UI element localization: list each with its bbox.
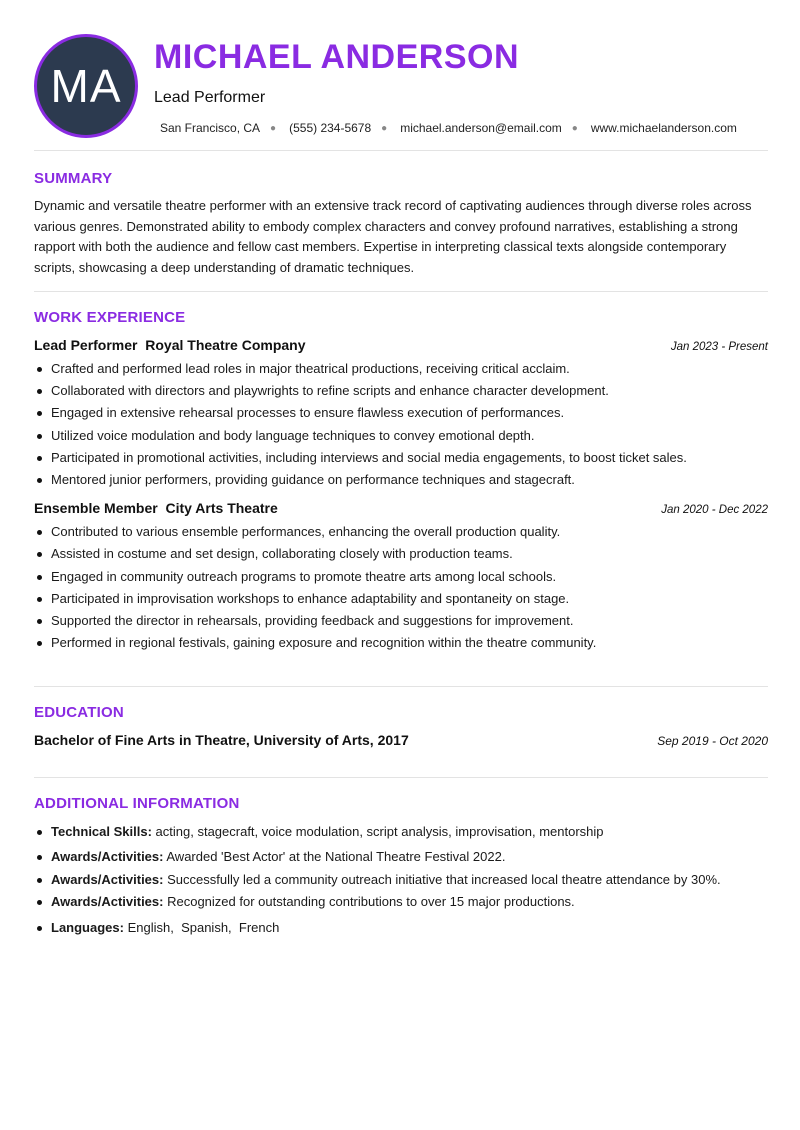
list-item: Participated in improvisation workshops to enhance adaptability and spontaneity on stage. [34, 588, 768, 610]
separator-dot: ● [571, 122, 578, 134]
job-entry [34, 500, 768, 654]
list-item [34, 846, 768, 868]
job-bullets [34, 521, 768, 654]
contact-email: michael.anderson@email.com [400, 121, 562, 135]
job-dates: Jan 2023 - Present [670, 341, 768, 353]
list-item: Crafted and performed lead roles in major theatrical productions, receiving critical acclaim. [34, 358, 768, 380]
item-label: Awards/Activities: [51, 894, 164, 910]
job-role: Lead Performer Royal Theatre Company [34, 337, 306, 353]
education-dates: Sep 2019 - Oct 2020 [657, 734, 768, 748]
list-item: Engaged in extensive rehearsal processes to ensure flawless execution of performances. [34, 402, 768, 424]
divider [34, 686, 768, 687]
experience-section [34, 309, 768, 654]
item-text: Awarded 'Best Actor' at the National Theatre Festival 2022. [166, 849, 506, 865]
list-item: Contributed to various ensemble performances, enhancing the overall production quality. [34, 521, 768, 543]
item-label: Languages: [51, 919, 124, 935]
contact-location: San Francisco, CA [160, 121, 261, 135]
item-label: Awards/Activities: [51, 871, 164, 887]
list-item [34, 917, 768, 939]
avatar-initials: MA [50, 60, 122, 112]
item-text: English, Spanish, French [127, 919, 280, 935]
list-item: Collaborated with directors and playwrights to refine scripts and enhance character development. [34, 380, 768, 402]
divider [34, 150, 768, 151]
contact-info [160, 121, 737, 135]
list-item [34, 891, 768, 913]
summary-text: Dynamic and versatile theatre performer with an extensive track record of captivating audiences through diverse roles across various genres. Demonstrated ability to embody complex characters and convey profound narratives, establishing a strong rapport with both the audience and fellow cast members. Expertise in interpreting classical texts alongside contemporary scripts, showcasing a deep understanding of dramatic techniques. [34, 198, 752, 275]
job-dates: Jan 2020 - Dec 2022 [661, 504, 768, 517]
separator-dot: ● [270, 122, 277, 134]
list-item [34, 821, 768, 843]
job-entry [34, 337, 768, 491]
divider [34, 291, 768, 292]
additional-list [34, 821, 768, 939]
list-item: Engaged in community outreach programs to promote theatre arts among local schools. [34, 566, 768, 588]
job-header [34, 500, 768, 516]
avatar [34, 34, 138, 138]
list-item: Performed in regional festivals, gaining exposure and recognition within the theatre community. [34, 632, 768, 654]
item-text: Recognized for outstanding contributions to over 15 major productions. [167, 894, 575, 910]
section-heading: ADDITIONAL INFORMATION [34, 795, 240, 812]
additional-section [34, 795, 768, 939]
separator-dot: ● [381, 122, 388, 134]
item-text: Successfully led a community outreach initiative that increased local theatre attendance by 30%. [167, 871, 721, 887]
item-label: Technical Skills: [51, 824, 152, 839]
section-heading: EDUCATION [34, 704, 124, 721]
education-section [34, 704, 768, 748]
list-item: Participated in promotional activities, including interviews and social media engagements, to boost ticket sales. [34, 447, 768, 469]
item-text: acting, stagecraft, voice modulation, script analysis, improvisation, mentorship [155, 824, 604, 839]
section-heading: WORK EXPERIENCE [34, 309, 186, 326]
divider [34, 777, 768, 778]
job-header [34, 337, 768, 353]
job-role: Ensemble Member City Arts Theatre [34, 500, 278, 517]
education-entry [34, 732, 768, 748]
list-item: Supported the director in rehearsals, providing feedback and suggestions for improvement. [34, 610, 768, 632]
contact-website: www.michaelanderson.com [590, 121, 737, 135]
summary-section [34, 170, 768, 278]
list-item: Assisted in costume and set design, collaborating closely with production teams. [34, 543, 768, 565]
section-heading: SUMMARY [34, 170, 113, 187]
education-degree: Bachelor of Fine Arts in Theatre, University of Arts, 2017 [34, 732, 409, 748]
list-item [34, 869, 768, 891]
list-item: Mentored junior performers, providing guidance on performance techniques and stagecraft. [34, 469, 768, 491]
resume-header [34, 34, 768, 144]
candidate-name: MICHAEL ANDERSON [154, 38, 520, 76]
job-bullets [34, 358, 768, 491]
contact-phone: (555) 234-5678 [289, 121, 372, 135]
candidate-title: Lead Performer [154, 89, 266, 106]
item-label: Awards/Activities: [51, 849, 164, 865]
list-item: Utilized voice modulation and body language techniques to convey emotional depth. [34, 425, 768, 447]
